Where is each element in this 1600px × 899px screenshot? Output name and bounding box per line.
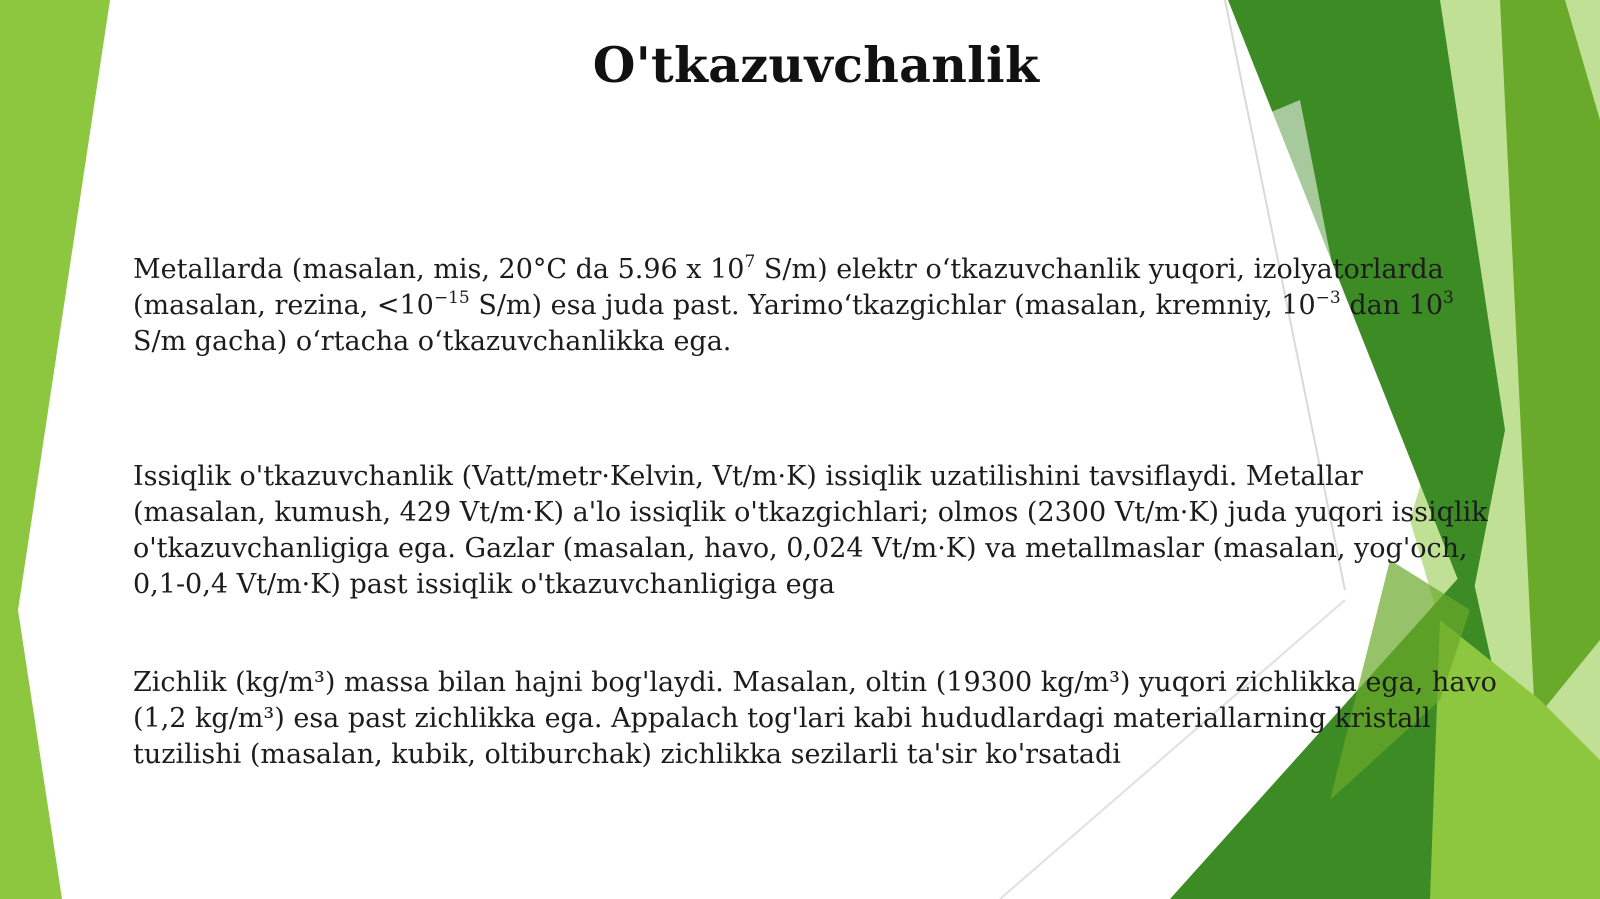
- paragraph-text: dan 10: [1340, 290, 1444, 321]
- slide-title: O'tkazuvchanlik: [592, 36, 1040, 94]
- paragraph-text: Zichlik (kg/m³) massa bilan hajni bog'laydi. Masalan, oltin (19300 kg/m³) yuqori zichlikka ega, havo (1,2 kg/m³) esa past zichlikka ega. Appalach tog'lari kabi hududlardagi materiallarning kristall tuzilishi (masalan, kubik, oltiburchak) zichlikka sezilarli ta'sir ko'rsatadi: [133, 667, 1497, 770]
- paragraph-thermal-conductivity: [133, 459, 1503, 603]
- paragraph-density: [133, 665, 1503, 773]
- paragraph-text: S/m) elektr o‘tkazuvchanlik yuqori, izolyatorlarda (masalan, rezina, <10: [133, 254, 1444, 321]
- paragraph-electrical-conductivity: [133, 252, 1503, 360]
- superscript-exponent: −3: [1315, 288, 1341, 308]
- superscript-exponent: 3: [1443, 288, 1454, 308]
- paragraph-text: S/m) esa juda past. Yarimo‘tkazgichlar (masalan, kremniy, 10: [469, 290, 1316, 321]
- paragraph-text: Issiqlik o'tkazuvchanlik (Vatt/metr·Kelvin, Vt/m·K) issiqlik uzatilishini tavsiflaydi. Metallar (masalan, kumush, 429 Vt/m·K) a'lo issiqlik o'tkazgichlari; olmos (2300 Vt/m·K) juda yuqori issiqlik o'tkazuvchanligiga ega. Gazlar (masalan, havo, 0,024 Vt/m·K) va metallmaslar (masalan, yog'och, 0,1-0,4 Vt/m·K) past issiqlik o'tkazuvchanligiga ega: [133, 461, 1488, 600]
- paragraph-text: S/m gacha) o‘rtacha o‘tkazuvchanlikka ega.: [133, 326, 732, 357]
- paragraph-text: Metallarda (masalan, mis, 20°C da 5.96 x 10: [133, 254, 745, 285]
- left-green-band: [0, 0, 110, 899]
- superscript-exponent: 7: [744, 252, 756, 272]
- superscript-exponent: −15: [433, 288, 470, 308]
